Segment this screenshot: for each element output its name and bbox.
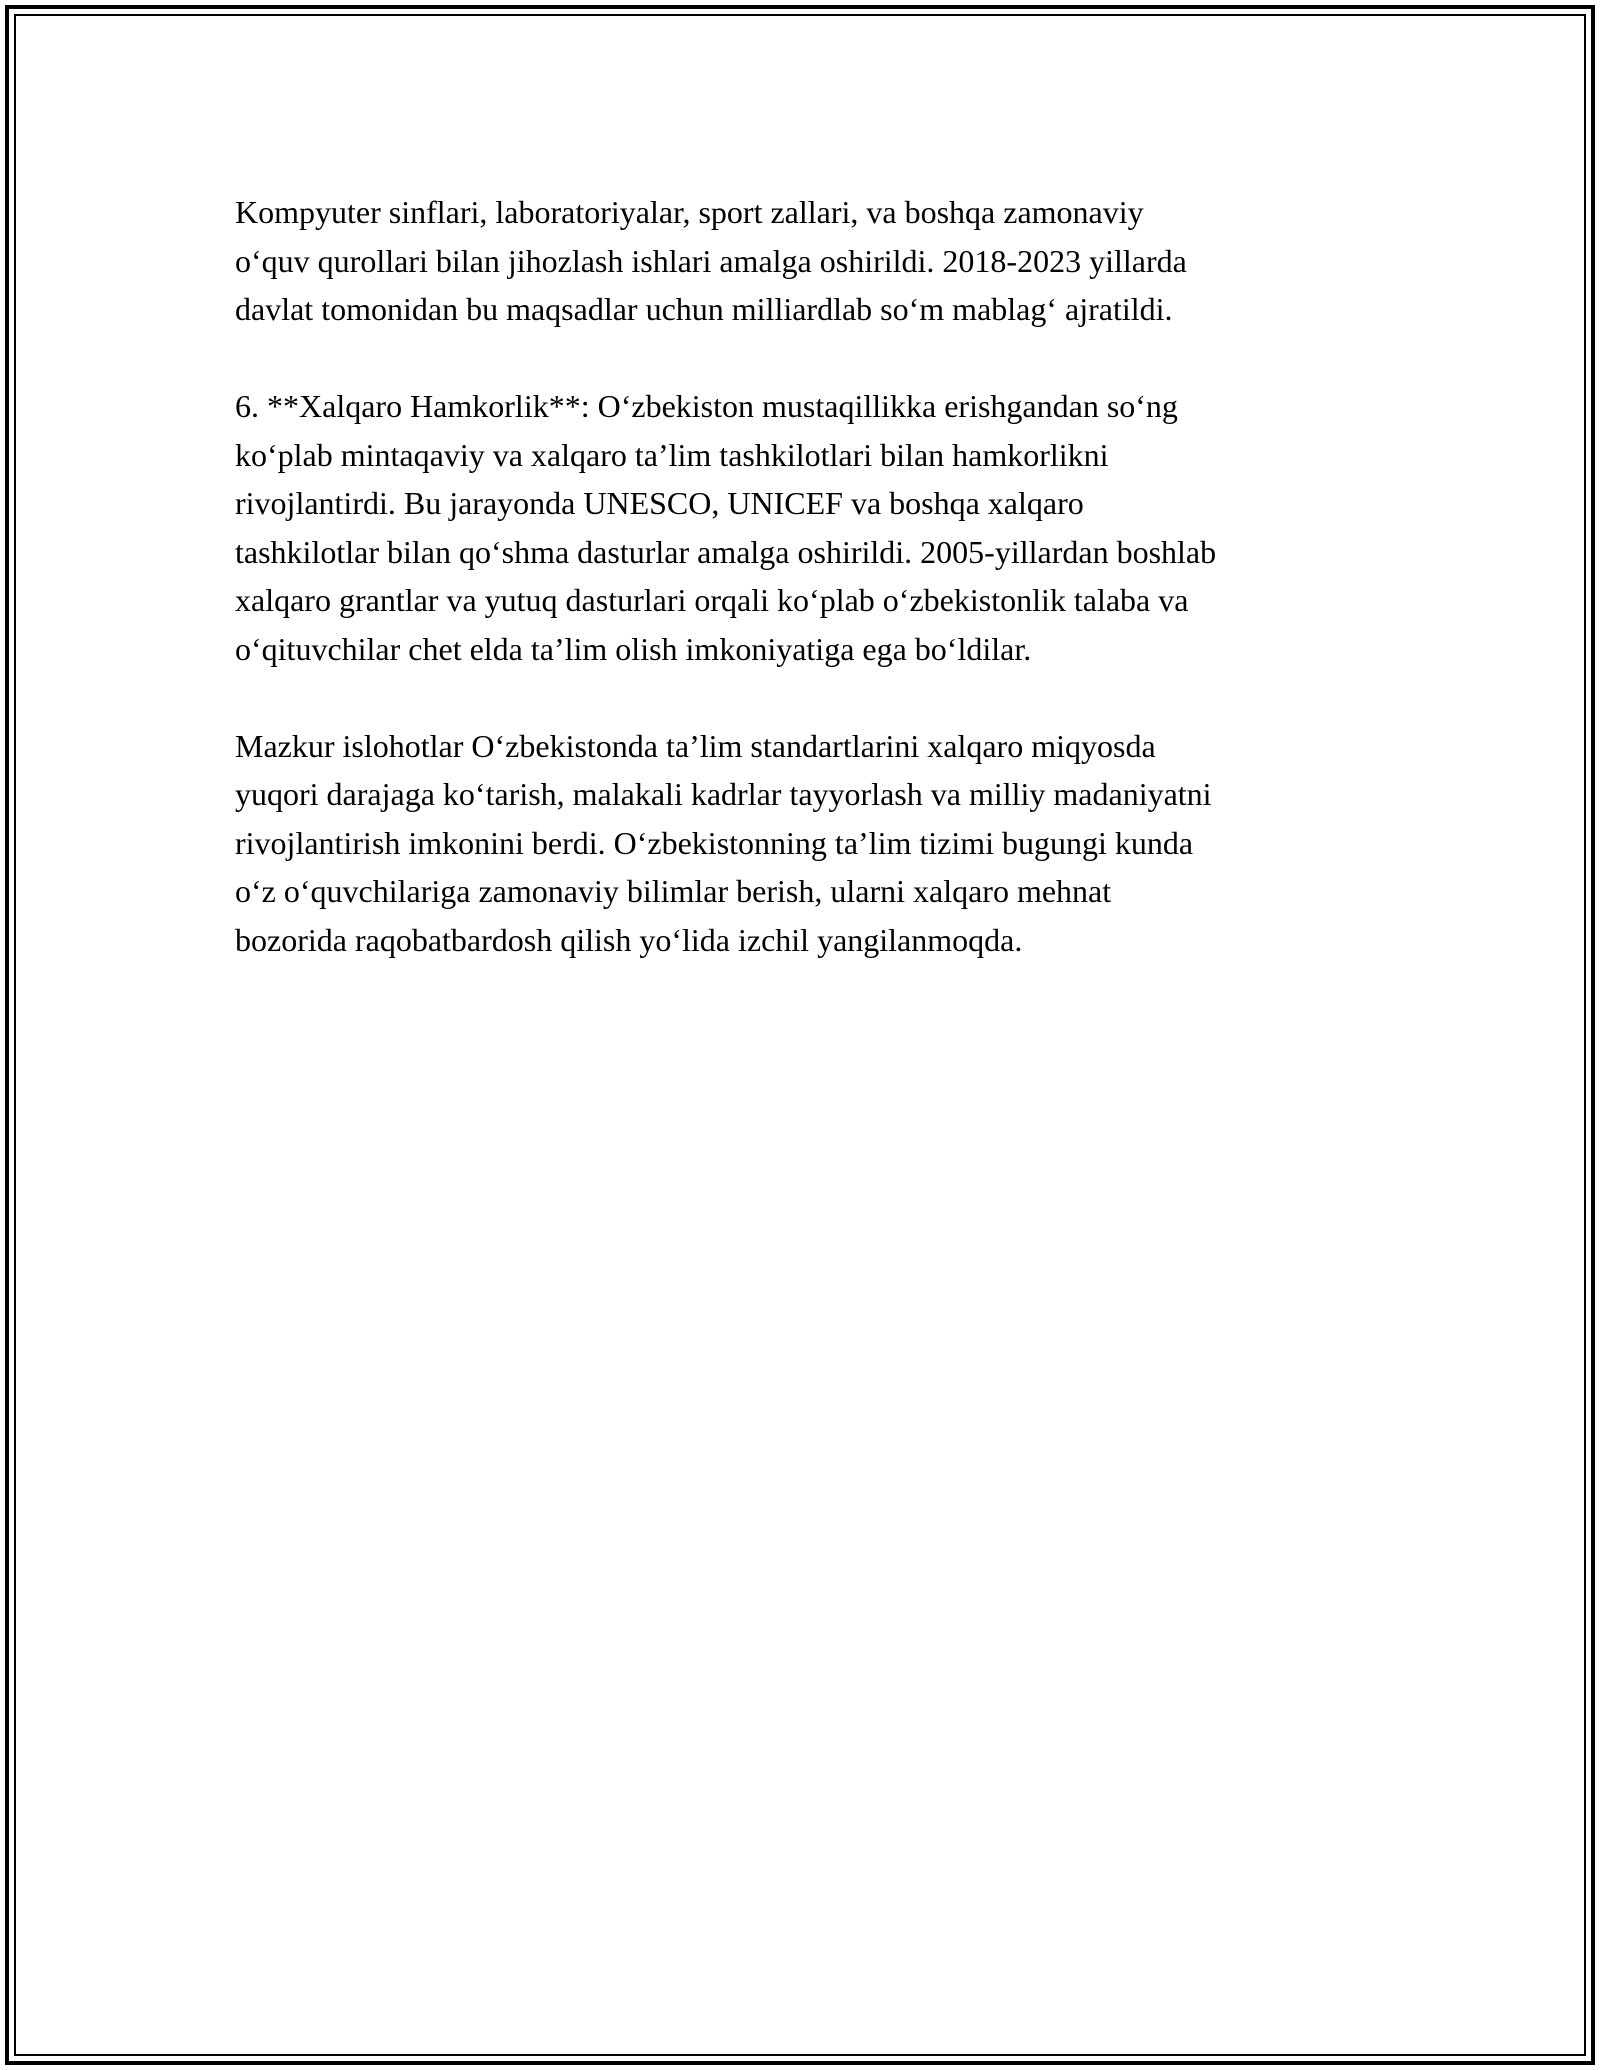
document-body xyxy=(235,188,1385,1013)
paragraph-international-cooperation: 6. **Xalqaro Hamkorlik**: O‘zbekiston mustaqillikka erishgandan so‘ng ko‘plab mintaqaviy va xalqaro ta’lim tashkilotlari bilan hamkorlikni rivojlantirdi. Bu jarayonda UNESCO, UNICEF va boshqa xalqaro tashkilotlar bilan qo‘shma dasturlar amalga oshirildi. 2005-yillardan boshlab xalqaro grantlar va yutuq dasturlari orqali ko‘plab o‘zbekistonlik talaba va o‘qituvchilar chet elda ta’lim olish imkoniyatiga ega bo‘ldilar. xyxy=(235,388,1217,667)
paragraph-conclusion: Mazkur islohotlar O‘zbekistonda ta’lim standartlarini xalqaro miqyosda yuqori darajaga ko‘tarish, malakali kadrlar tayyorlash va milliy madaniyatni rivojlantirish imkonini berdi. O‘zbekistonning ta’lim tizimi bugungi kunda o‘z o‘quvchilariga zamonaviy bilimlar berish, ularni xalqaro mehnat bozorida raqobatbardosh qilish yo‘lida izchil yangilanmoqda. xyxy=(235,727,1212,958)
paragraph-equipment: Kompyuter sinflari, laboratoriyalar, sport zallari, va boshqa zamonaviy o‘quv qurollari bilan jihozlash ishlari amalga oshirildi. 2018-2023 yillarda davlat tomonidan bu maqsadlar uchun milliardlab so‘m mablag‘ ajratildi. xyxy=(235,194,1187,327)
